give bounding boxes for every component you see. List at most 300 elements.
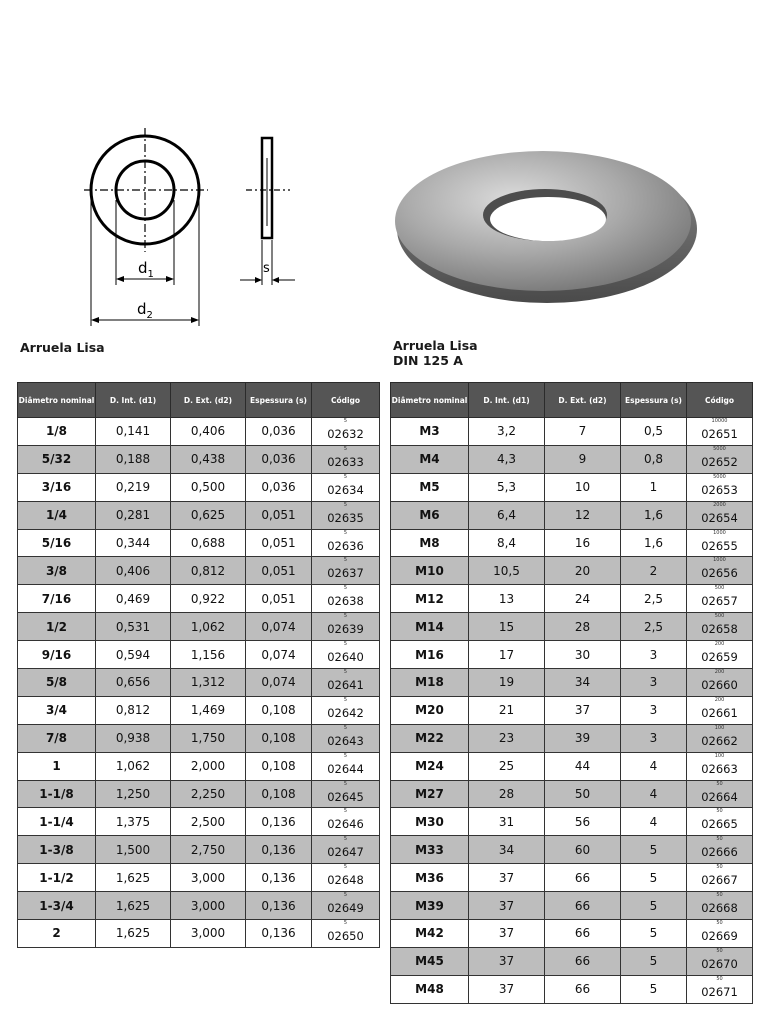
product-code: 02651 — [701, 426, 738, 441]
cell-espessura: 3 — [621, 641, 687, 669]
cell-d-int: 37 — [469, 892, 545, 920]
cell-codigo — [312, 557, 380, 585]
cell-size: 5/32 — [18, 445, 96, 473]
cell-codigo — [687, 641, 753, 669]
d2-label: $d_2$ — [137, 300, 153, 321]
cell-codigo — [687, 892, 753, 920]
cell-espessura: 0,108 — [246, 780, 312, 808]
cell-codigo — [687, 529, 753, 557]
cell-d-ext: 3,000 — [171, 920, 246, 948]
cell-codigo — [312, 473, 380, 501]
package-qty: 50 — [716, 892, 723, 899]
product-code: 02646 — [327, 817, 364, 832]
cell-codigo — [312, 641, 380, 669]
table-row — [18, 752, 380, 780]
table-row — [18, 613, 380, 641]
cell-espessura: 5 — [621, 947, 687, 975]
header-d-int: D. Int. (d1) — [96, 383, 171, 418]
cell-d-ext: 7 — [545, 418, 621, 446]
cell-espessura: 3 — [621, 724, 687, 752]
cell-d-int: 1,250 — [96, 780, 171, 808]
cell-codigo — [687, 864, 753, 892]
cell-espessura: 1,6 — [621, 501, 687, 529]
cell-d-ext: 2,750 — [171, 836, 246, 864]
cell-d-ext: 2,500 — [171, 808, 246, 836]
cell-size: M39 — [391, 892, 469, 920]
cell-d-ext: 56 — [545, 808, 621, 836]
package-qty: 5 — [343, 641, 348, 648]
cell-size: M33 — [391, 836, 469, 864]
product-code: 02656 — [701, 566, 738, 581]
product-code: 02662 — [701, 733, 738, 748]
cell-d-int: 1,062 — [96, 752, 171, 780]
cell-size: M48 — [391, 975, 469, 1003]
table-row — [18, 696, 380, 724]
cell-espessura: 0,074 — [246, 669, 312, 697]
cell-d-ext: 9 — [545, 445, 621, 473]
cell-d-int: 21 — [469, 696, 545, 724]
package-qty: 5 — [343, 669, 348, 676]
product-code: 02634 — [327, 482, 364, 497]
product-code: 02663 — [701, 761, 738, 776]
cell-codigo — [312, 724, 380, 752]
product-code: 02641 — [327, 677, 364, 692]
package-qty: 5000 — [713, 473, 726, 480]
table-row — [391, 641, 753, 669]
cell-codigo — [687, 445, 753, 473]
cell-d-int: 31 — [469, 808, 545, 836]
package-qty: 200 — [714, 641, 725, 648]
cell-size: 1-3/4 — [18, 892, 96, 920]
cell-espessura: 5 — [621, 892, 687, 920]
table-row — [391, 752, 753, 780]
table-row — [18, 808, 380, 836]
cell-d-ext: 0,438 — [171, 445, 246, 473]
header-diametro: Diâmetro nominal — [18, 383, 96, 418]
cell-codigo — [312, 669, 380, 697]
d1-label: $d_1$ — [138, 259, 154, 280]
table-row — [18, 724, 380, 752]
cell-size: 1/8 — [18, 418, 96, 446]
product-code: 02638 — [327, 594, 364, 609]
header-d-ext: D. Ext. (d2) — [545, 383, 621, 418]
cell-d-ext: 28 — [545, 613, 621, 641]
cell-d-ext: 34 — [545, 669, 621, 697]
table-row — [391, 920, 753, 948]
cell-d-ext: 60 — [545, 836, 621, 864]
cell-size: M30 — [391, 808, 469, 836]
cell-d-ext: 66 — [545, 864, 621, 892]
cell-espessura: 5 — [621, 975, 687, 1003]
cell-size: M10 — [391, 557, 469, 585]
table-header-row — [18, 383, 380, 418]
cell-espessura: 0,074 — [246, 613, 312, 641]
cell-codigo — [312, 501, 380, 529]
cell-size: M3 — [391, 418, 469, 446]
cell-espessura: 2,5 — [621, 613, 687, 641]
cell-d-int: 0,469 — [96, 585, 171, 613]
cell-size: 3/8 — [18, 557, 96, 585]
cell-codigo — [312, 613, 380, 641]
product-code: 02635 — [327, 510, 364, 525]
product-code: 02645 — [327, 789, 364, 804]
cell-d-int: 17 — [469, 641, 545, 669]
cell-size: M12 — [391, 585, 469, 613]
cell-size: M42 — [391, 920, 469, 948]
cell-size: M20 — [391, 696, 469, 724]
cell-size: 5/16 — [18, 529, 96, 557]
product-code: 02666 — [701, 845, 738, 860]
cell-codigo — [312, 529, 380, 557]
package-qty: 10000 — [711, 418, 728, 424]
table-row — [18, 501, 380, 529]
cell-d-ext: 20 — [545, 557, 621, 585]
cell-d-ext: 1,750 — [171, 724, 246, 752]
table-row — [391, 613, 753, 641]
table-row — [391, 808, 753, 836]
cell-d-int: 0,656 — [96, 669, 171, 697]
cell-d-ext: 37 — [545, 696, 621, 724]
cell-d-int: 0,531 — [96, 613, 171, 641]
washer-photo — [385, 145, 715, 315]
product-code: 02650 — [327, 928, 364, 943]
cell-espessura: 2,5 — [621, 585, 687, 613]
product-code: 02660 — [701, 677, 738, 692]
package-qty: 5 — [343, 696, 348, 703]
s-label: s — [263, 261, 270, 276]
package-qty: 200 — [714, 669, 725, 676]
table-row — [391, 892, 753, 920]
package-qty: 5 — [343, 864, 348, 871]
table-row — [391, 529, 753, 557]
product-code: 02657 — [701, 594, 738, 609]
table-row — [18, 529, 380, 557]
cell-size: 2 — [18, 920, 96, 948]
cell-d-ext: 66 — [545, 920, 621, 948]
cell-size: 1-3/8 — [18, 836, 96, 864]
product-code: 02643 — [327, 733, 364, 748]
cell-d-int: 0,938 — [96, 724, 171, 752]
cell-size: 7/16 — [18, 585, 96, 613]
product-code: 02654 — [701, 510, 738, 525]
cell-d-ext: 1,156 — [171, 641, 246, 669]
product-code: 02669 — [701, 928, 738, 943]
table-row — [391, 947, 753, 975]
table-row — [18, 920, 380, 948]
cell-size: 3/16 — [18, 473, 96, 501]
cell-espessura: 0,036 — [246, 473, 312, 501]
cell-size: 9/16 — [18, 641, 96, 669]
cell-d-int: 10,5 — [469, 557, 545, 585]
cell-codigo — [687, 473, 753, 501]
package-qty: 5 — [343, 418, 348, 424]
cell-d-int: 13 — [469, 585, 545, 613]
cell-codigo — [687, 696, 753, 724]
cell-d-int: 28 — [469, 780, 545, 808]
cell-size: 1/2 — [18, 613, 96, 641]
package-qty: 2000 — [713, 501, 726, 508]
table-row — [18, 864, 380, 892]
package-qty: 5 — [343, 613, 348, 620]
package-qty: 5 — [343, 557, 348, 564]
cell-codigo — [687, 669, 753, 697]
cell-espessura: 0,036 — [246, 418, 312, 446]
cell-codigo — [687, 724, 753, 752]
cell-d-ext: 1,469 — [171, 696, 246, 724]
table-row — [391, 780, 753, 808]
cell-d-ext: 0,625 — [171, 501, 246, 529]
cell-codigo — [312, 696, 380, 724]
package-qty: 100 — [714, 724, 725, 731]
header-codigo: Código — [687, 383, 753, 418]
cell-espessura: 0,136 — [246, 920, 312, 948]
table-row — [391, 864, 753, 892]
table-row — [391, 724, 753, 752]
cell-espessura: 2 — [621, 557, 687, 585]
cell-d-int: 1,500 — [96, 836, 171, 864]
cell-size: 1-1/4 — [18, 808, 96, 836]
cell-espessura: 0,036 — [246, 445, 312, 473]
product-code: 02644 — [327, 761, 364, 776]
cell-d-int: 6,4 — [469, 501, 545, 529]
cell-d-ext: 0,812 — [171, 557, 246, 585]
header-espessura: Espessura (s) — [246, 383, 312, 418]
package-qty: 200 — [714, 696, 725, 703]
cell-codigo — [312, 752, 380, 780]
cell-d-ext: 39 — [545, 724, 621, 752]
product-code: 02636 — [327, 538, 364, 553]
cell-d-int: 37 — [469, 947, 545, 975]
header-espessura: Espessura (s) — [621, 383, 687, 418]
package-qty: 5 — [343, 808, 348, 815]
cell-size: M16 — [391, 641, 469, 669]
product-code: 02633 — [327, 454, 364, 469]
cell-espessura: 0,136 — [246, 892, 312, 920]
product-code: 02665 — [701, 817, 738, 832]
cell-espessura: 3 — [621, 669, 687, 697]
package-qty: 50 — [716, 780, 723, 787]
package-qty: 5 — [343, 501, 348, 508]
cell-d-int: 8,4 — [469, 529, 545, 557]
table-row — [18, 780, 380, 808]
cell-codigo — [687, 752, 753, 780]
cell-d-int: 0,281 — [96, 501, 171, 529]
package-qty: 500 — [714, 613, 725, 620]
product-code: 02639 — [327, 622, 364, 637]
cell-d-ext: 0,406 — [171, 418, 246, 446]
cell-codigo — [312, 808, 380, 836]
right-spec-table — [390, 382, 753, 1004]
cell-espessura: 0,051 — [246, 585, 312, 613]
product-code: 02667 — [701, 873, 738, 888]
right-table-title — [393, 338, 478, 368]
header-d-ext: D. Ext. (d2) — [171, 383, 246, 418]
product-code: 02637 — [327, 566, 364, 581]
cell-d-ext: 50 — [545, 780, 621, 808]
cell-codigo — [687, 947, 753, 975]
cell-size: M45 — [391, 947, 469, 975]
cell-d-ext: 1,062 — [171, 613, 246, 641]
cell-d-ext: 0,922 — [171, 585, 246, 613]
cell-espessura: 5 — [621, 920, 687, 948]
cell-espessura: 0,136 — [246, 836, 312, 864]
cell-d-int: 37 — [469, 975, 545, 1003]
cell-size: M27 — [391, 780, 469, 808]
header-codigo: Código — [312, 383, 380, 418]
package-qty: 5 — [343, 585, 348, 592]
cell-espessura: 3 — [621, 696, 687, 724]
cell-espessura: 0,5 — [621, 418, 687, 446]
cell-size: 5/8 — [18, 669, 96, 697]
table-row — [391, 669, 753, 697]
cell-size: M8 — [391, 529, 469, 557]
product-code: 02668 — [701, 901, 738, 916]
package-qty: 5000 — [713, 445, 726, 452]
cell-espessura: 0,108 — [246, 752, 312, 780]
package-qty: 5 — [343, 529, 348, 536]
cell-d-ext: 2,250 — [171, 780, 246, 808]
cell-size: 1 — [18, 752, 96, 780]
cell-d-ext: 10 — [545, 473, 621, 501]
cell-espessura: 0,136 — [246, 808, 312, 836]
product-code: 02632 — [327, 426, 364, 441]
cell-codigo — [687, 836, 753, 864]
left-spec-table — [17, 382, 380, 948]
package-qty: 5 — [343, 836, 348, 843]
package-qty: 5 — [343, 473, 348, 480]
cell-size: M22 — [391, 724, 469, 752]
table-row — [391, 696, 753, 724]
cell-d-ext: 0,688 — [171, 529, 246, 557]
cell-espessura: 0,074 — [246, 641, 312, 669]
cell-size: M14 — [391, 613, 469, 641]
cell-d-ext: 12 — [545, 501, 621, 529]
table-row — [391, 585, 753, 613]
cell-size: M5 — [391, 473, 469, 501]
cell-d-int: 1,625 — [96, 864, 171, 892]
table-row — [18, 473, 380, 501]
left-table-title: Arruela Lisa — [20, 340, 105, 355]
cell-d-ext: 66 — [545, 947, 621, 975]
cell-d-ext: 66 — [545, 975, 621, 1003]
cell-espessura: 4 — [621, 808, 687, 836]
package-qty: 50 — [716, 808, 723, 815]
cell-d-int: 0,219 — [96, 473, 171, 501]
cell-codigo — [687, 613, 753, 641]
cell-d-int: 0,406 — [96, 557, 171, 585]
cell-codigo — [687, 975, 753, 1003]
cell-codigo — [312, 892, 380, 920]
cell-codigo — [312, 445, 380, 473]
cell-d-int: 37 — [469, 864, 545, 892]
product-code: 02661 — [701, 705, 738, 720]
table-row — [18, 669, 380, 697]
cell-d-int: 15 — [469, 613, 545, 641]
cell-d-ext: 2,000 — [171, 752, 246, 780]
package-qty: 50 — [716, 975, 723, 982]
product-code: 02648 — [327, 873, 364, 888]
cell-d-int: 0,594 — [96, 641, 171, 669]
table-row — [18, 557, 380, 585]
table-row — [18, 892, 380, 920]
table-row — [391, 557, 753, 585]
cell-d-ext: 0,500 — [171, 473, 246, 501]
cell-espessura: 1,6 — [621, 529, 687, 557]
package-qty: 50 — [716, 864, 723, 871]
cell-codigo — [687, 585, 753, 613]
package-qty: 100 — [714, 752, 725, 759]
cell-d-int: 0,141 — [96, 418, 171, 446]
cell-d-int: 1,625 — [96, 920, 171, 948]
cell-size: 3/4 — [18, 696, 96, 724]
right-table-subtitle: DIN 125 A — [393, 353, 463, 368]
cell-size: 1/4 — [18, 501, 96, 529]
cell-codigo — [687, 501, 753, 529]
cell-size: M36 — [391, 864, 469, 892]
cell-d-ext: 3,000 — [171, 864, 246, 892]
cell-d-ext: 1,312 — [171, 669, 246, 697]
cell-codigo — [312, 585, 380, 613]
cell-espessura: 4 — [621, 780, 687, 808]
cell-espessura: 1 — [621, 473, 687, 501]
cell-size: M4 — [391, 445, 469, 473]
table-row — [391, 445, 753, 473]
table-row — [18, 418, 380, 446]
cell-d-int: 0,188 — [96, 445, 171, 473]
package-qty: 50 — [716, 947, 723, 954]
table-row — [18, 585, 380, 613]
cell-d-int: 4,3 — [469, 445, 545, 473]
package-qty: 5 — [343, 780, 348, 787]
table-row — [18, 836, 380, 864]
cell-d-int: 3,2 — [469, 418, 545, 446]
product-code: 02664 — [701, 789, 738, 804]
product-code: 02655 — [701, 538, 738, 553]
cell-espessura: 5 — [621, 836, 687, 864]
cell-espessura: 0,051 — [246, 501, 312, 529]
cell-d-int: 0,812 — [96, 696, 171, 724]
product-code: 02647 — [327, 845, 364, 860]
cell-d-int: 34 — [469, 836, 545, 864]
cell-d-ext: 24 — [545, 585, 621, 613]
cell-espessura: 0,136 — [246, 864, 312, 892]
table-row — [391, 418, 753, 446]
package-qty: 5 — [343, 892, 348, 899]
cell-d-ext: 16 — [545, 529, 621, 557]
cell-size: 1-1/2 — [18, 864, 96, 892]
cell-d-int: 5,3 — [469, 473, 545, 501]
cell-codigo — [312, 920, 380, 948]
cell-d-int: 1,375 — [96, 808, 171, 836]
cell-codigo — [312, 780, 380, 808]
table-row — [391, 836, 753, 864]
cell-d-int: 23 — [469, 724, 545, 752]
header-diametro: Diâmetro nominal — [391, 383, 469, 418]
cell-espessura: 0,051 — [246, 557, 312, 585]
cell-codigo — [687, 780, 753, 808]
cell-espessura: 4 — [621, 752, 687, 780]
cell-codigo — [687, 808, 753, 836]
cell-espessura: 0,8 — [621, 445, 687, 473]
cell-size: M18 — [391, 669, 469, 697]
product-code: 02649 — [327, 901, 364, 916]
product-code: 02640 — [327, 650, 364, 665]
cell-d-int: 37 — [469, 920, 545, 948]
cell-espessura: 0,108 — [246, 724, 312, 752]
washer-technical-drawing — [60, 120, 310, 335]
package-qty: 1000 — [713, 557, 726, 564]
package-qty: 50 — [716, 920, 723, 927]
